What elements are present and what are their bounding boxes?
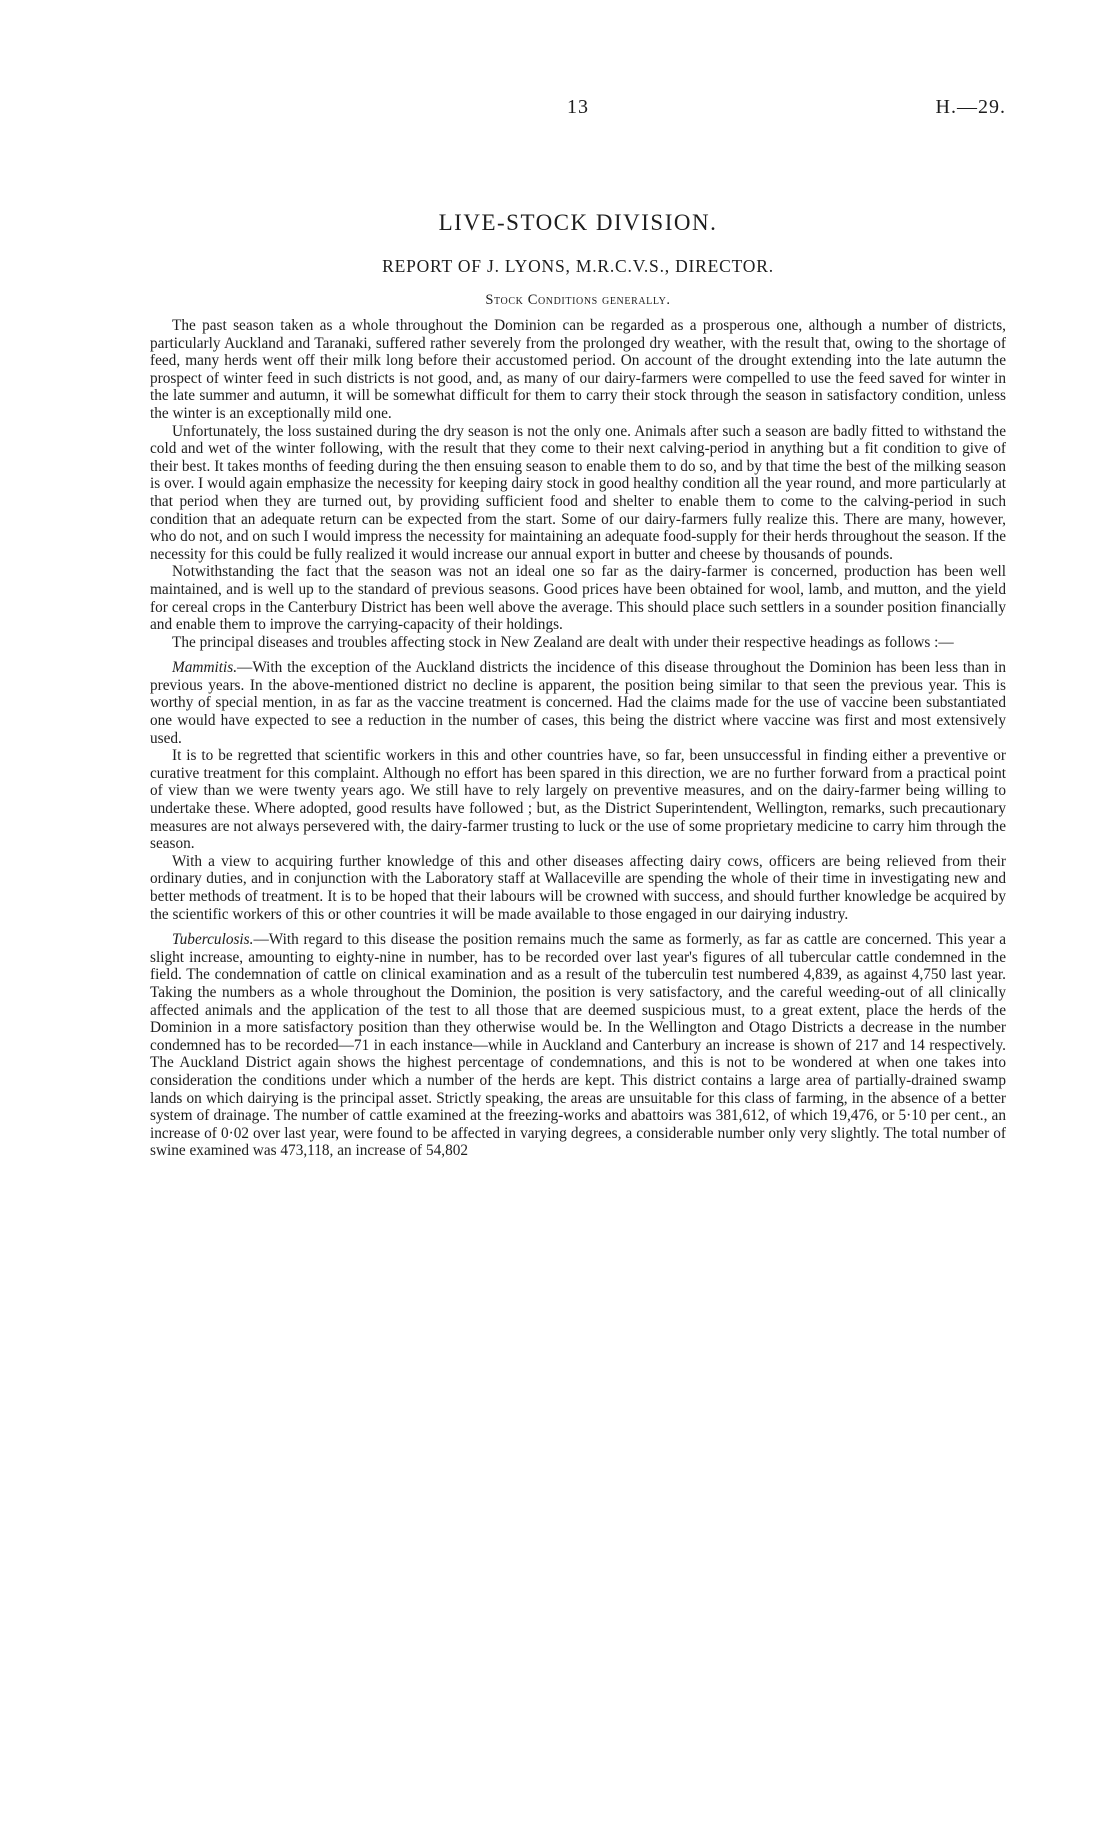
report-body — [150, 317, 1006, 1160]
page-header — [150, 96, 1006, 126]
paragraph-production: Notwithstanding the fact that the season was not an ideal one so far as the dairy-farmer is concerned, production has been well maintained, and is well up to the standard of previous seasons. Good prices have been obtained for wool, lamb, and mutton, and the yield for cereal crops in the Canterbury District has been well above the average. This should place such settlers in a sounder position financially and enable them to improve the carrying-capacity of their holdings. — [150, 563, 1006, 634]
page-number: 13 — [567, 96, 589, 118]
paragraph-mammitis-research: With a view to acquiring further knowledge of this and other diseases affecting dairy cows, officers are being relieved from their ordinary duties, and in conjunction with the Laboratory staff at Wallaceville are spending the whole of their time in investigating new and better methods of treatment. It is to be hoped that their labours will be crowned with success, and should further knowledge be acquired by the scientific workers of this or other countries it will be made available to those engaged in our dairying industry. — [150, 852, 1006, 923]
paragraph-tuberculosis: Tuberculosis.—With regard to this disease the position remains much the same as formerly, as far as cattle are concerned. This year a slight increase, amounting to eighty-nine in number, has to be recorded over last year's figures of all tubercular cattle condemned in the field. The condemnation of cattle on clinical examination and as a result of the tuberculin test numbered 4,839, as against 4,750 last year. Taking the numbers as a whole throughout the Dominion, the position is very satisfactory, and the careful weeding-out of all clinically affected animals and the application of the test to all those that are deemed suspicious must, to a great extent, place the herds of the Dominion in a more satisfactory position than they otherwise would be. In the Wellington and Otago Districts a decrease in the number condemned has to be recorded—71 in each instance—while in Auckland and Canterbury an increase is shown of 217 and 14 respectively. The Auckland District again shows the highest percentage of condemnations, and this is not to be wondered at when one takes into consideration the conditions under which a number of the herds are kept. This district contains a large area of partially-drained swamp lands on which dairying is the principal asset. Strictly speaking, the areas are unsuitable for this class of farming, in the absence of a better system of drainage. The number of cattle examined at the freezing-works and abattoirs was 381,612, of which 19,476, or 5·10 per cent., an increase of 0·02 over last year, were found to be affected in varying degrees, a considerable number only very slightly. The total number of swine examined was 473,118, an increase of 54,802 — [150, 931, 1006, 1160]
paragraph-mammitis: Mammitis.—With the exception of the Auckland districts the incidence of this disease throughout the Dominion has been less than in previous years. In the above-mentioned district no decline is apparent, the position being similar to that seen the previous year. This is worthy of special mention, in as far as the vaccine treatment is concerned. Had the claims made for the use of vaccine been substantiated one would have expected to see a reduction in the number of cases, this being the district where vaccine was first and most extensively used. — [150, 659, 1006, 747]
paragraph-dry-season-loss: Unfortunately, the loss sustained during the dry season is not the only one. Animals after such a season are badly fitted to withstand the cold and wet of the winter following, with the result that they come to their next calving-period in anything but a fit condition to give of their best. It takes months of feeding during the then ensuing season to enable them to do so, and by that time the best of the milking season is over. I would again emphasize the necessity for keeping dairy stock in good healthy condition all the year round, and more particularly at that period when they are turned out, by providing sufficient food and shelter to enable them to come to the calving-period in such condition that an adequate return can be expected from the start. Some of our dairy-farmers fully realize this. There are many, however, who do not, and on such I would impress the necessity for maintaining an adequate food-supply for their herds throughout the season. If the necessity for this could be fully realized it would increase our annual export in butter and cheese by thousands of pounds. — [150, 422, 1007, 563]
paragraph-diseases-intro: The principal diseases and troubles affecting stock in New Zealand are dealt with under their respective headings as follows :— — [172, 633, 954, 651]
paragraph-mammitis-treatment: It is to be regretted that scientific workers in this and other countries have, so far, been unsuccessful in finding either a preventive or curative treatment for this complaint. Although no effort has been spared in this direction, we are no further forward from a practical point of view than we were twenty years ago. We still have to rely largely on preventive measures, and on the dairy-farmer being willing to undertake these. Where adopted, good results have followed ; but, as the District Superintendent, Wellington, remarks, such precautionary measures are not always persevered with, the dairy-farmer trusting to luck or the use of some proprietary medicine to carry him through the season. — [150, 747, 1006, 853]
mammitis-heading: Mammitis. — [172, 659, 238, 677]
tuberculosis-heading: Tuberculosis. — [172, 931, 254, 949]
paragraph-season-overview: The past season taken as a whole throughout the Dominion can be regarded as a prosperous one, although a number of districts, particularly Auckland and Taranaki, suffered rather severely from the prolonged dry weather, with the result that, owing to the shortage of feed, many herds went off their milk long before their accustomed period. On account of the drought extending into the late autumn the prospect of winter feed in such districts is not good, and, as many of our dairy-farmers were compelled to use the feed saved for winter in the late summer and autumn, it will be somewhat difficult for them to carry their stock through the season in satisfactory condition, unless the winter is an exceptionally mild one. — [150, 317, 1006, 422]
document-code: H.—29. — [935, 96, 1006, 118]
section-heading: Stock Conditions generally. — [485, 292, 671, 308]
division-title: LIVE-STOCK DIVISION. — [438, 210, 718, 235]
report-subtitle: REPORT OF J. LYONS, M.R.C.V.S., DIRECTOR. — [382, 256, 774, 276]
